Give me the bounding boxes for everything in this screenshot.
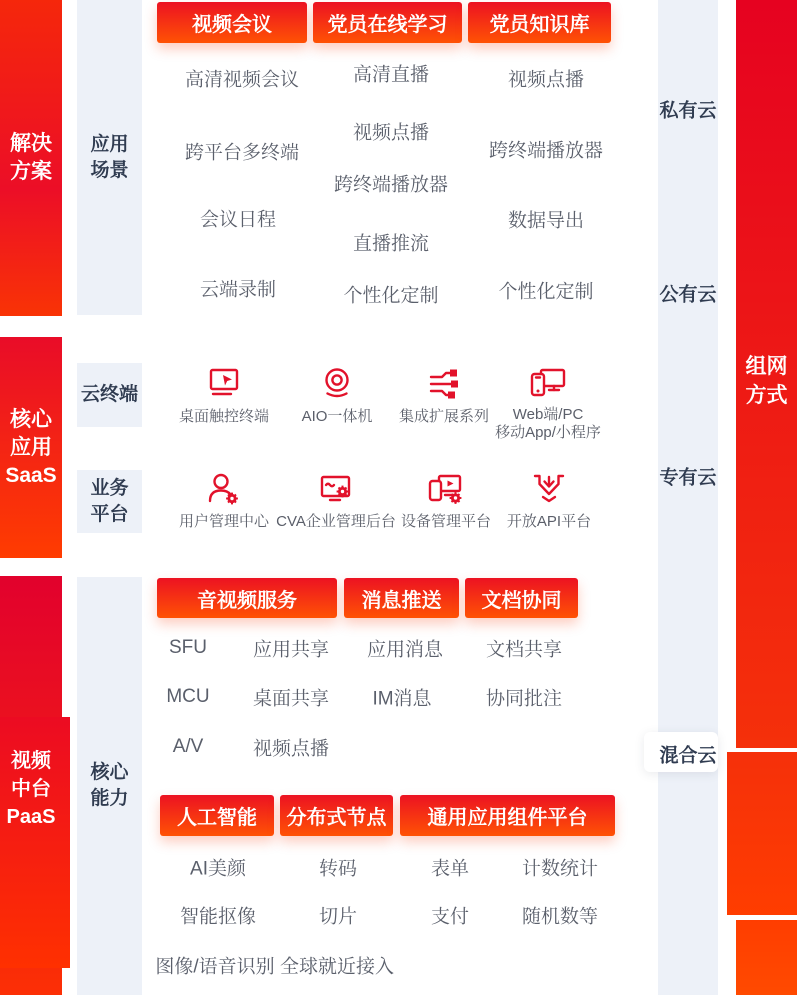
pill-audio-video-service-label: 音视频服务 bbox=[197, 589, 297, 612]
scenario-item: 云端录制 bbox=[199, 279, 277, 301]
device-admin-icon bbox=[426, 470, 466, 510]
capability-item: 表单 bbox=[430, 858, 470, 880]
rail-solutions bbox=[0, 0, 62, 316]
pill-general-component-platform[interactable] bbox=[400, 795, 615, 836]
pill-distributed-nodes[interactable] bbox=[280, 795, 393, 836]
business-caption: 用户管理中心 bbox=[178, 513, 270, 530]
service-item: A/V bbox=[172, 736, 204, 757]
scenario-item: 数据导出 bbox=[507, 210, 585, 232]
desktop-touch-icon bbox=[204, 364, 244, 404]
service-item: 视频点播 bbox=[252, 738, 330, 760]
terminal-caption: Web端/PC 移动App/小程序 bbox=[495, 406, 601, 441]
service-item: 协同批注 bbox=[485, 688, 563, 710]
rail-core-capability bbox=[77, 577, 142, 995]
pill-artificial-intelligence[interactable] bbox=[160, 795, 274, 836]
business-caption: CVA企业管理后台 bbox=[276, 513, 396, 530]
capability-item: 计数统计 bbox=[521, 858, 599, 880]
terminal-caption: AIO一体机 bbox=[301, 408, 373, 425]
user-admin-icon bbox=[204, 470, 244, 510]
scenario-item: 会议日程 bbox=[199, 209, 277, 231]
scenario-item: 视频点播 bbox=[352, 122, 430, 144]
rail-video-paas-label: 视频 中台 PaaS bbox=[6, 750, 56, 828]
rail-cloud-types bbox=[658, 0, 718, 995]
pill-distributed-nodes-label: 分布式节点 bbox=[286, 807, 387, 829]
service-item: 桌面共享 bbox=[252, 688, 330, 710]
rail-networking-bottom bbox=[736, 920, 797, 995]
capability-item: AI美颜 bbox=[190, 858, 246, 880]
scenario-item: 高清视频会议 bbox=[184, 69, 300, 91]
rail-app-scenarios bbox=[77, 0, 142, 315]
capability-item: 切片 bbox=[318, 906, 358, 928]
capability-item: 支付 bbox=[430, 906, 470, 928]
scenario-item: 跨终端播放器 bbox=[333, 174, 449, 196]
service-item: 文档共享 bbox=[485, 639, 563, 661]
scenario-item: 跨终端播放器 bbox=[488, 140, 604, 162]
cloud-type-dedicated: 专有云 bbox=[659, 467, 717, 489]
service-item: IM消息 bbox=[372, 688, 432, 710]
service-item: 应用共享 bbox=[252, 639, 330, 661]
capability-item: 智能抠像 bbox=[179, 906, 257, 928]
pill-video-conference-label: 视频会议 bbox=[192, 14, 272, 36]
capability-item: 转码 bbox=[318, 858, 358, 880]
pill-general-component-platform-label: 通用应用组件平台 bbox=[427, 807, 588, 829]
pill-video-conference[interactable] bbox=[157, 2, 307, 43]
scenario-item: 视频点播 bbox=[507, 69, 585, 91]
terminal-caption: 集成扩展系列 bbox=[398, 408, 490, 425]
multi-device-icon bbox=[528, 364, 568, 404]
rail-business-platform-label: 业务 平台 bbox=[90, 477, 129, 525]
rail-core-capability-label: 核心 能力 bbox=[90, 762, 129, 809]
pill-doc-collaboration-label: 文档协同 bbox=[481, 589, 562, 612]
pill-party-knowledge-base-label: 党员知识库 bbox=[489, 14, 590, 36]
pill-party-online-learning-label: 党员在线学习 bbox=[327, 14, 448, 36]
scenario-item: 个性化定制 bbox=[343, 285, 439, 307]
cloud-type-public: 公有云 bbox=[659, 284, 717, 306]
cloud-type-private: 私有云 bbox=[659, 100, 717, 122]
pill-doc-collaboration[interactable] bbox=[465, 578, 578, 618]
scenario-item: 跨平台多终端 bbox=[184, 142, 300, 164]
capability-item: 图像/语音识别 bbox=[155, 956, 275, 978]
business-caption: 开放API平台 bbox=[506, 513, 592, 530]
rail-solutions-label: 解决 方案 bbox=[10, 132, 52, 183]
pill-message-push[interactable] bbox=[344, 578, 459, 618]
business-caption: 设备管理平台 bbox=[400, 513, 492, 530]
rail-networking-label: 组网 方式 bbox=[745, 355, 788, 407]
pill-party-online-learning[interactable] bbox=[313, 2, 462, 43]
rail-business-platform bbox=[77, 470, 142, 533]
open-api-icon bbox=[529, 470, 569, 510]
rail-core-saas bbox=[0, 337, 62, 558]
cloud-type-hybrid: 混合云 bbox=[659, 745, 717, 767]
pill-artificial-intelligence-label: 人工智能 bbox=[177, 807, 257, 829]
aio-camera-icon bbox=[317, 364, 357, 404]
pill-message-push-label: 消息推送 bbox=[361, 589, 442, 612]
rail-core-saas-label: 核心 应用 SaaS bbox=[5, 407, 57, 487]
terminal-caption: 桌面触控终端 bbox=[178, 408, 270, 425]
service-item: 应用消息 bbox=[366, 639, 444, 661]
integration-icon bbox=[424, 364, 464, 404]
capability-item: 全球就近接入 bbox=[279, 956, 395, 978]
scenario-item: 高清直播 bbox=[352, 64, 430, 86]
rail-networking-middle bbox=[727, 752, 797, 915]
scenario-item: 个性化定制 bbox=[498, 281, 594, 303]
rail-cloud-terminal-label: 云终端 bbox=[80, 384, 138, 405]
scenario-item: 直播推流 bbox=[352, 233, 430, 255]
service-item: SFU bbox=[169, 637, 207, 658]
service-item: MCU bbox=[166, 686, 210, 707]
pill-party-knowledge-base[interactable] bbox=[468, 2, 611, 43]
pill-audio-video-service[interactable] bbox=[157, 578, 337, 618]
rail-app-scenarios-label: 应用 场景 bbox=[90, 133, 129, 181]
enterprise-admin-icon bbox=[317, 470, 357, 510]
capability-item: 随机数等 bbox=[521, 906, 599, 928]
rail-cloud-terminal bbox=[77, 363, 142, 427]
